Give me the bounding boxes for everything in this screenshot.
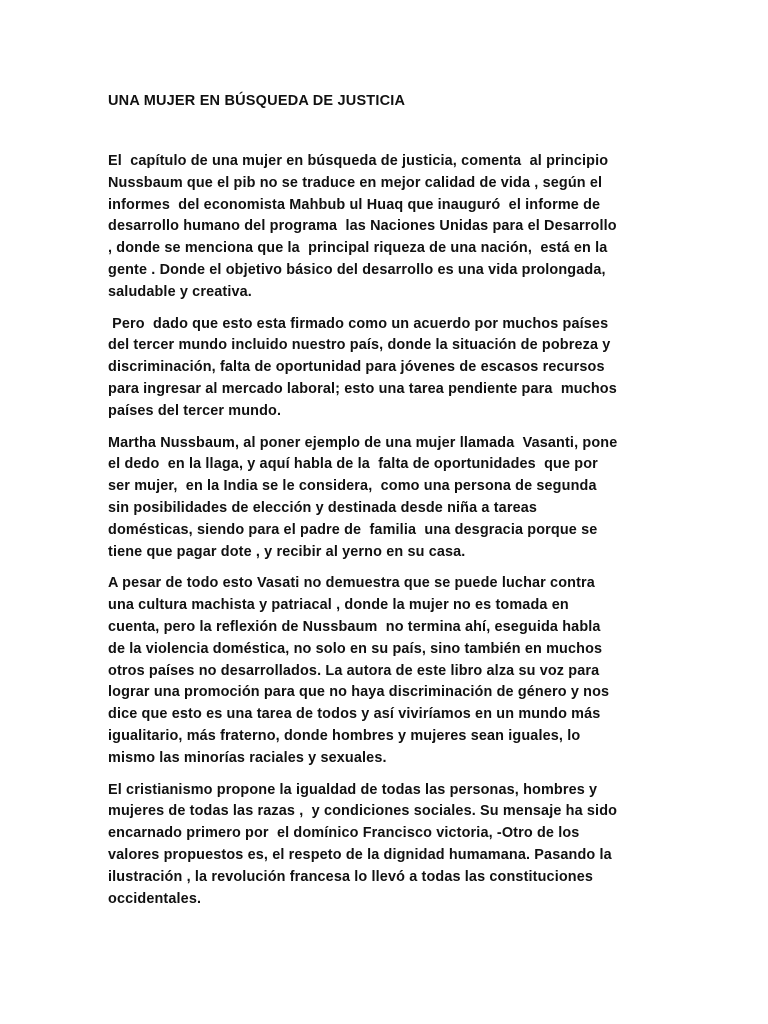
text-line: países del tercer mundo. xyxy=(108,402,282,419)
text-line: El cristianismo propone la igualdad de todas las personas, hombres y xyxy=(108,781,598,798)
text-line: para ingresar al mercado laboral; esto una tarea pendiente para muchos xyxy=(108,380,617,397)
text-line: A pesar de todo esto Vasati no demuestra que se puede luchar contra xyxy=(108,575,595,592)
text-line: ser mujer, en la India se le considera, como una persona de segunda xyxy=(108,478,597,495)
text-line: una cultura machista y patriacal , donde la mujer no es tomada en xyxy=(108,597,569,614)
document-body xyxy=(108,151,668,920)
text-line: del tercer mundo incluido nuestro país, donde la situación de pobreza y xyxy=(108,337,611,354)
text-line: lograr una promoción para que no haya discriminación de género y nos xyxy=(108,684,610,701)
text-line: ilustración , la revolución francesa lo llevó a todas las constituciones xyxy=(108,868,594,885)
text-line: El capítulo de una mujer en búsqueda de justicia, comenta al principio xyxy=(108,153,609,169)
text-line: domésticas, siendo para el padre de familia una desgracia porque se xyxy=(108,521,598,538)
paragraph-4 xyxy=(108,573,668,769)
text-line: Martha Nussbaum, al poner ejemplo de una mujer llamada Vasanti, pone xyxy=(108,434,618,451)
paragraph-1 xyxy=(108,151,668,304)
text-line: tiene que pagar dote , y recibir al yerno en su casa. xyxy=(108,543,466,560)
paragraph-2 xyxy=(108,314,668,423)
text-line: saludable y creativa. xyxy=(108,283,252,300)
text-line: otros países no desarrollados. La autora de este libro alza su voz para xyxy=(108,662,600,679)
text-line: discriminación, falta de oportunidad para jóvenes de escasos recursos xyxy=(108,359,605,376)
text-line: igualitario, más fraterno, donde hombres y mujeres sean iguales, lo xyxy=(108,727,581,744)
text-line: encarnado primero por el domínico Francisco victoria, -Otro de los xyxy=(108,825,580,842)
text-line: gente . Donde el objetivo básico del desarrollo es una vida prolongada, xyxy=(108,261,606,278)
document-title: UNA MUJER EN BÚSQUEDA DE JUSTICIA xyxy=(108,93,406,109)
text-line: Nussbaum que el pib no se traduce en mejor calidad de vida , según el xyxy=(108,174,603,191)
text-line: dice que esto es una tarea de todos y así viviríamos en un mundo más xyxy=(108,706,601,723)
text-line: , donde se menciona que la principal riqueza de una nación, está en la xyxy=(108,240,608,257)
paragraph-5 xyxy=(108,780,668,911)
text-line: informes del economista Mahbub ul Huaq que inauguró el informe de xyxy=(108,196,601,213)
text-line: valores propuestos es, el respeto de la dignidad humamana. Pasando la xyxy=(108,846,612,863)
text-line: sin posibilidades de elección y destinada desde niña a tareas xyxy=(108,499,538,516)
text-line: de la violencia doméstica, no solo en su país, sino también en muchos xyxy=(108,640,603,657)
text-line: mujeres de todas las razas , y condiciones sociales. Su mensaje ha sido xyxy=(108,803,618,820)
text-line: Pero dado que esto esta firmado como un acuerdo por muchos países xyxy=(108,315,609,332)
text-line: cuenta, pero la reflexión de Nussbaum no termina ahí, eseguida habla xyxy=(108,618,601,635)
paragraph-3 xyxy=(108,433,668,564)
text-line: desarrollo humano del programa las Naciones Unidas para el Desarrollo xyxy=(108,218,617,235)
text-line: el dedo en la llaga, y aquí habla de la falta de oportunidades que por xyxy=(108,456,598,473)
text-line: mismo las minorías raciales y sexuales. xyxy=(108,749,387,766)
text-line: occidentales. xyxy=(108,890,202,907)
